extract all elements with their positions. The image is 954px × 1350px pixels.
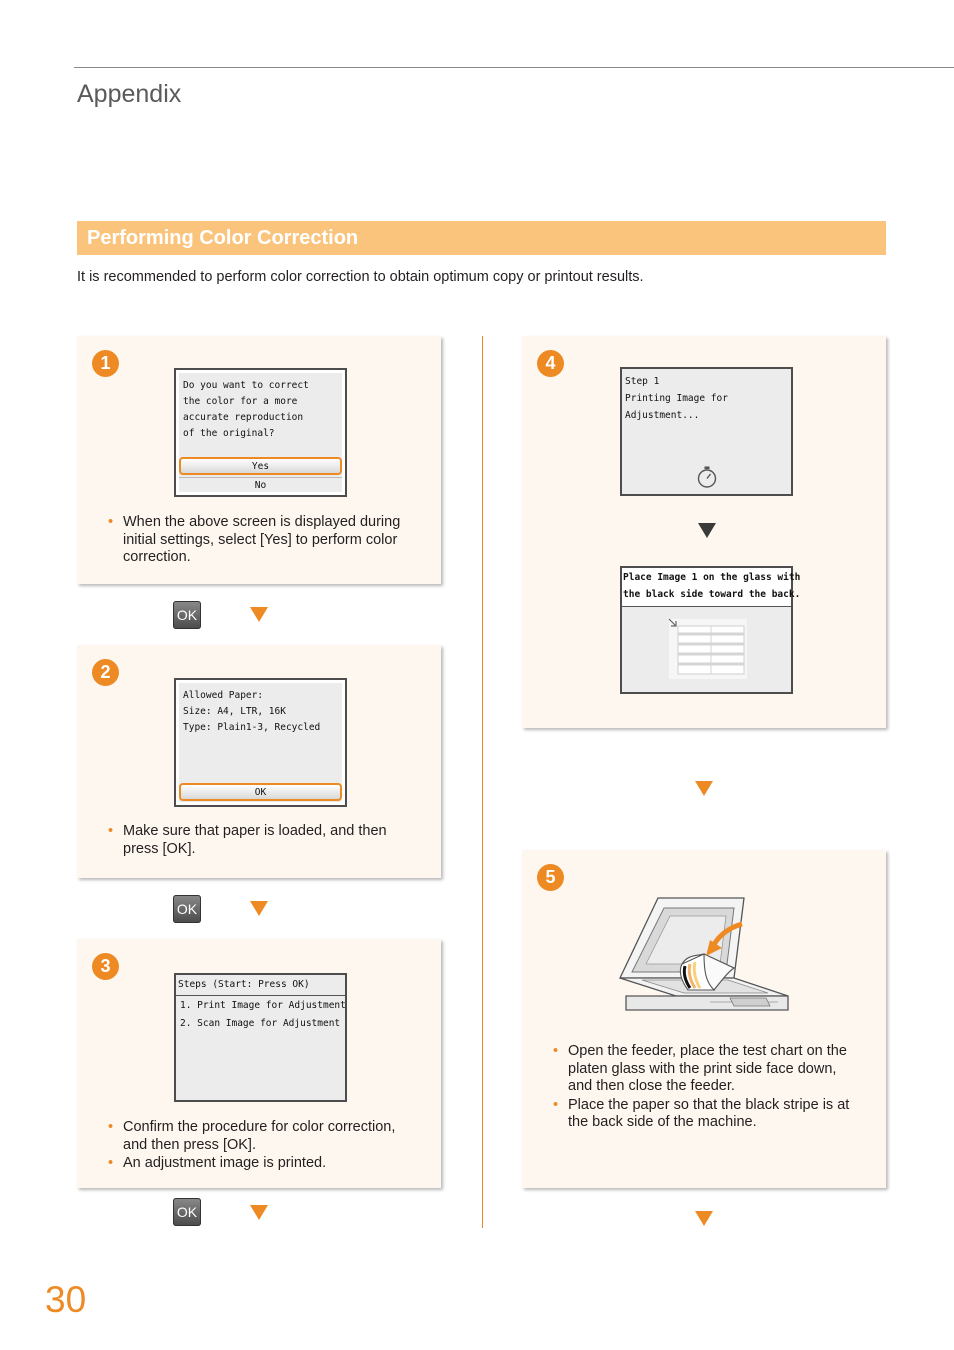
test-chart-icon bbox=[666, 617, 748, 681]
bullet-dot-icon: • bbox=[108, 1119, 114, 1135]
glass-preview bbox=[622, 607, 791, 692]
timer-icon bbox=[696, 465, 718, 489]
lcd-line: the color for a more bbox=[183, 396, 298, 407]
down-arrow-icon bbox=[698, 523, 716, 538]
lcd-line: Allowed Paper: bbox=[183, 690, 264, 701]
scanner-illustration bbox=[618, 894, 794, 1012]
lcd-line: Printing Image for bbox=[625, 393, 728, 404]
bullet-item: • When the above screen is displayed during initial settings, select [Yes] to perform color correction. bbox=[108, 514, 401, 565]
step-notes bbox=[108, 514, 408, 568]
column-divider bbox=[482, 336, 483, 1228]
bullet-dot-icon: • bbox=[108, 1155, 114, 1171]
step-1-card bbox=[77, 336, 441, 584]
lcd-yes-option[interactable]: Yes bbox=[179, 457, 342, 475]
lcd-screen bbox=[174, 368, 347, 497]
lcd-line: 2. Scan Image for Adjustment bbox=[180, 1018, 341, 1029]
lcd-line: Do you want to correct bbox=[183, 380, 309, 391]
lcd-ok-option[interactable]: OK bbox=[179, 783, 342, 801]
ok-key-icon: OK bbox=[173, 1198, 201, 1226]
step-3-card bbox=[77, 939, 441, 1188]
section-title: Performing Color Correction bbox=[87, 227, 359, 249]
step-4-card bbox=[522, 336, 886, 728]
lcd-line: accurate reproduction bbox=[183, 412, 304, 423]
lcd-divider bbox=[176, 995, 345, 996]
down-arrow-icon bbox=[250, 901, 268, 916]
lcd-screen bbox=[174, 973, 347, 1102]
bullet-item: • Confirm the procedure for color correction, and then press [OK]. bbox=[108, 1119, 396, 1153]
down-arrow-icon bbox=[695, 1211, 713, 1226]
down-arrow-icon bbox=[695, 781, 713, 796]
step-notes bbox=[553, 1043, 853, 1133]
lcd-line: Adjustment... bbox=[625, 410, 700, 421]
lcd-line: Size: A4, LTR, 16K bbox=[183, 706, 286, 717]
lcd-line: Type: Plain1-3, Recycled bbox=[183, 722, 321, 733]
bullet-dot-icon: • bbox=[108, 514, 114, 530]
bullet-item: • Open the feeder, place the test chart on the platen glass with the print side face down, and then close the feeder. bbox=[553, 1043, 847, 1094]
lcd-line: of the original? bbox=[183, 428, 275, 439]
lcd-line: the black side toward the back. bbox=[623, 589, 801, 600]
step-number: 5 bbox=[537, 864, 564, 891]
step-5-card bbox=[522, 850, 886, 1188]
bullet-item: • Place the paper so that the black stripe is at the back side of the machine. bbox=[553, 1096, 850, 1130]
lcd-screen bbox=[620, 566, 801, 694]
intro-text: It is recommended to perform color correction to obtain optimum copy or printout results. bbox=[77, 269, 644, 285]
bullet-item: • Make sure that paper is loaded, and then press [OK]. bbox=[108, 823, 387, 857]
lcd-screen bbox=[174, 678, 347, 807]
step-notes bbox=[108, 823, 408, 859]
bullet-item: • An adjustment image is printed. bbox=[108, 1155, 327, 1171]
ok-key-icon: OK bbox=[173, 895, 201, 923]
lcd-screen bbox=[620, 367, 793, 496]
lcd-no-option[interactable]: No bbox=[179, 477, 342, 492]
step-2-card bbox=[77, 645, 441, 878]
step-number: 3 bbox=[92, 953, 119, 980]
ok-key-icon: OK bbox=[173, 601, 201, 629]
step-notes bbox=[108, 1119, 408, 1174]
section-header bbox=[77, 221, 886, 255]
lcd-line: Place Image 1 on the glass with bbox=[623, 572, 801, 583]
lcd-line: 1. Print Image for Adjustment bbox=[180, 1000, 346, 1011]
step-number: 2 bbox=[92, 659, 119, 686]
down-arrow-icon bbox=[250, 1205, 268, 1220]
down-arrow-icon bbox=[250, 607, 268, 622]
lcd-line: Step 1 bbox=[625, 376, 660, 387]
page-number: 30 bbox=[45, 1279, 87, 1320]
step-number: 1 bbox=[92, 350, 119, 377]
step-number: 4 bbox=[537, 350, 564, 377]
lcd-header: Steps (Start: Press OK) bbox=[178, 979, 310, 990]
bullet-dot-icon: • bbox=[553, 1096, 559, 1113]
bullet-dot-icon: • bbox=[553, 1043, 559, 1059]
bullet-dot-icon: • bbox=[108, 823, 114, 839]
chapter-title: Appendix bbox=[77, 80, 182, 108]
top-rule bbox=[74, 67, 954, 68]
